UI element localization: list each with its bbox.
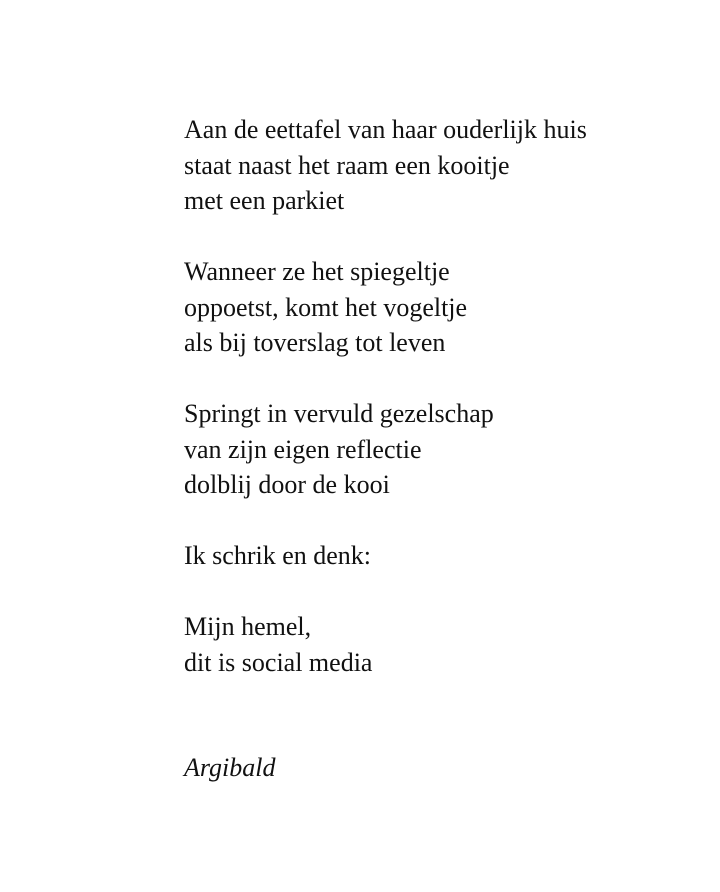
poem-line: Wanneer ze het spiegeltje xyxy=(184,257,450,286)
poem-line: Ik schrik en denk: xyxy=(184,541,372,570)
poem-line: als bij toverslag tot leven xyxy=(184,328,446,357)
poem-line: oppoetst, komt het vogeltje xyxy=(184,292,468,322)
poem-line: met een parkiet xyxy=(184,186,345,215)
stanza-1 xyxy=(184,112,684,219)
stanza-2 xyxy=(184,254,684,361)
poem-line: Mijn hemel, xyxy=(184,612,312,641)
poem-line: dit is social media xyxy=(184,647,373,677)
poem-line: Springt in vervuld gezelschap xyxy=(184,399,494,428)
poem-body xyxy=(184,112,684,716)
stanza-4 xyxy=(184,538,684,574)
stanza-3 xyxy=(184,396,684,503)
poem-line: staat naast het raam een kooitje xyxy=(184,150,510,180)
poem-line: Aan de eettafel van haar ouderlijk huis xyxy=(184,115,587,144)
poem-line: dolblij door de kooi xyxy=(184,470,390,499)
author-signature: Argibald xyxy=(184,753,276,782)
poem-line: van zijn eigen reflectie xyxy=(184,434,422,464)
stanza-5 xyxy=(184,609,684,680)
